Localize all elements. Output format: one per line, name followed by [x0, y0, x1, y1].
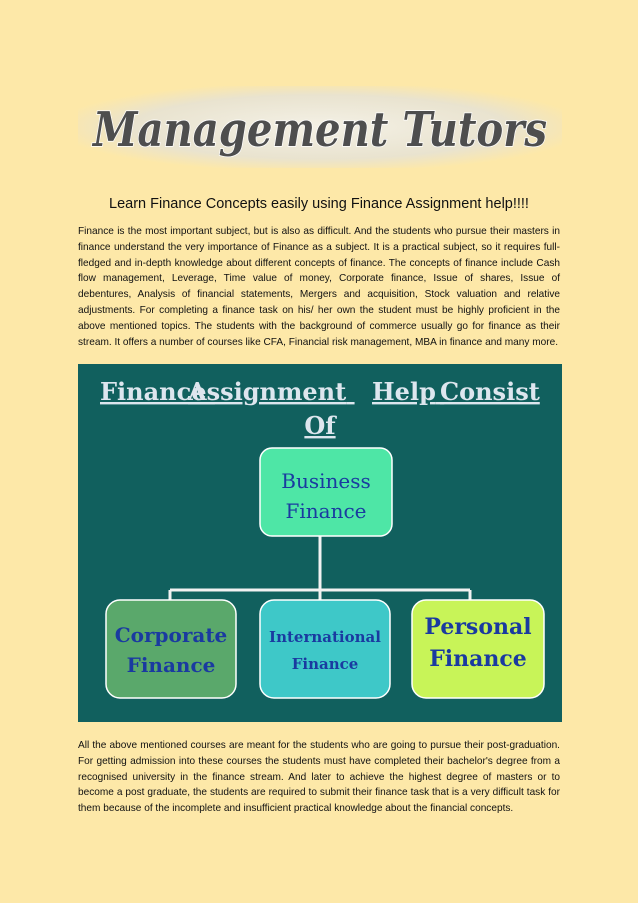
- node-business-finance-line2: Finance: [285, 499, 367, 523]
- logo-graphic: [85, 92, 555, 162]
- diagram-title-line1: [100, 377, 540, 406]
- node-personal-finance-line2: Finance: [429, 646, 527, 672]
- diagram-svg: [78, 364, 562, 722]
- node-corporate-finance-line1: Corporate: [114, 623, 228, 647]
- management-tutors-logo: [78, 86, 562, 168]
- node-international-finance-line2: Finance: [291, 655, 359, 673]
- node-international-finance: [260, 600, 390, 698]
- node-corporate-finance: [106, 600, 236, 698]
- intro-paragraph: Finance is the most important subject, but is also as difficult. And the students who pursue their masters in finance understand the very importance of Finance as a subject. It is a practical subject, so it requires full-fledged and in-depth knowledge about different concepts of finance. The concepts of finance include Cash flow management, Leverage, Time value of money, Corporate finance, Issue of shares, Issue of debentures, Analysis of financial statements, Mergers and acquisition, Stock valuation and relative adjustments. For completing a finance task on his/ her own the student must be highly proficient in the above mentioned topics. The students with the background of commerce usually go for finance as their stream. It offers a number of courses like CFA, Financial risk management, MBA in finance and many more.: [78, 226, 560, 348]
- node-personal-finance: [412, 600, 544, 698]
- logo-text: Management Tutors: [91, 102, 548, 158]
- node-business-finance-line1: Business: [281, 469, 371, 493]
- diagram-title-line2: Of: [304, 411, 336, 440]
- node-corporate-finance-line2: Finance: [126, 653, 216, 677]
- node-business-finance: [260, 448, 392, 536]
- title-word-finance: Finance: [100, 377, 207, 406]
- title-word-assignment: Assignment: [188, 377, 347, 406]
- node-personal-finance-line1: Personal: [424, 614, 532, 640]
- closing-paragraph: All the above mentioned courses are meant for the students who are going to pursue their post-graduation. For getting admission into these courses the students must have completed their bachelor's degree from a recognised university in the finance stream. And later to achieve the highest degree of masters or to become a post graduate, the students are required to submit their finance task that is a very difficult task for them because of the incomplete and insufficient practical knowledge about the financial concepts.: [78, 740, 560, 815]
- finance-diagram: [78, 364, 562, 722]
- title-word-consist: Consist: [440, 377, 540, 406]
- title-word-help: Help: [372, 377, 436, 406]
- page-heading: Learn Finance Concepts easily using Finance Assignment help!!!!: [109, 196, 529, 212]
- node-international-finance-line1: International: [269, 628, 381, 646]
